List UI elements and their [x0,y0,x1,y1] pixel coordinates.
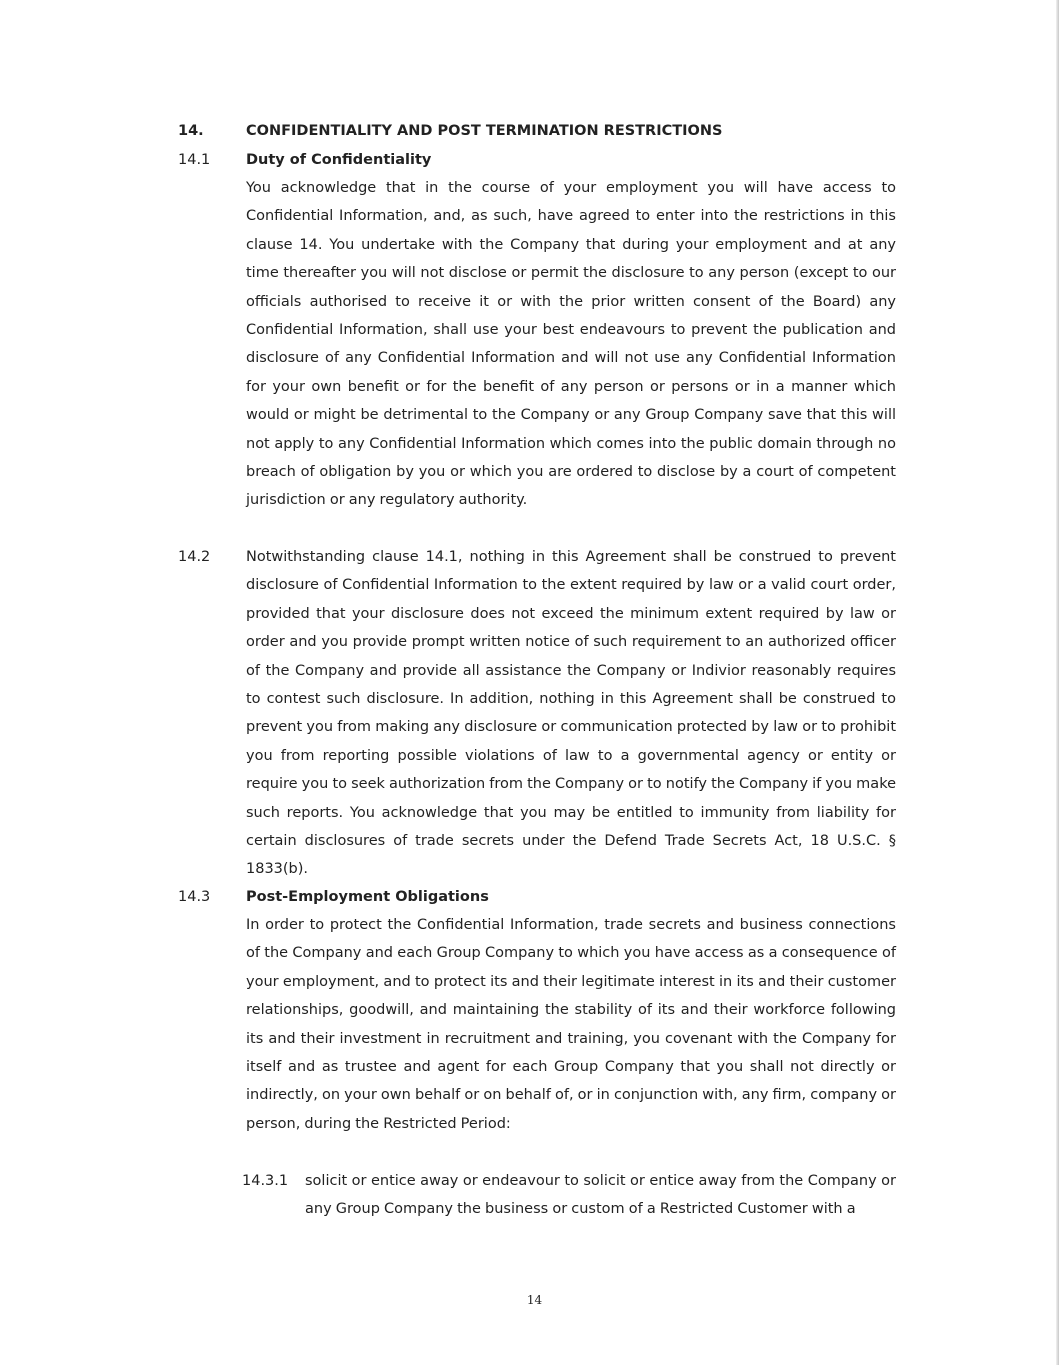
page-number: 14 [526,1293,543,1307]
clause-text-14-2: Notwithstanding clause 14.1, nothing in this Agreement shall be construed to prevent disclosure of Confidential Information to the extent required by law or a valid court order, provided that your disclosure does not exceed the minimum extent required by law or order and you provide prompt written notice of such requirement to an authorized officer of the Company and provide all assistance the Company or Indivior reasonably requires to contest such disclosure. In addition, nothing in this Agreement shall be construed to prevent you from making any disclosure or communication protected by law or to prohibit you from reporting possible violations of law to a governmental agency or entity or require you to seek authorization from the Company or to notify the Company if you make such reports. You acknowledge that you may be entitled to immunity from liability for certain disclosures of trade secrets under the Defend Trade Secrets Act, 18 U.S.C. § 1833(b). [246,549,896,878]
clause-heading-14-3: Post-Employment Obligations [246,889,489,905]
subclause-text: solicit or entice away or endeavour to solicit or entice away from the Company or any Group Company the business or custom of a Restricted Customer with a [305,1173,896,1218]
clause-text-14-1: You acknowledge that in the course of your employment you will have access to Confidential Information, and, as such, have agreed to enter into the restrictions in this clause 14. You undertake with the Company that during your employment and at any time thereafter you will not disclose or permit the disclosure to any person (except to our officials authorised to receive it or with the prior written consent of the Board) any Confidential Information, shall use your best endeavours to prevent the publication and disclosure of any Confidential Information and will not use any Confidential Information for your own benefit or for the benefit of any person or persons or in a manner which would or might be detrimental to the Company or any Group Company save that this will not apply to any Confidential Information which comes into the public domain through no breach of obligation by you or which you are ordered to disclose by a court of competent jurisdiction or any regulatory authority. [246,180,896,509]
clause-number-14-1: 14.1 [178,152,211,168]
clause-number-14-2: 14.2 [178,549,211,565]
clause-heading-14-1: Duty of Confidentiality [246,152,432,168]
section-title: CONFIDENTIALITY AND POST TERMINATION RESTRICTIONS [246,123,723,139]
subclause-number: 14.3.1 [242,1173,289,1189]
clause-number-14-3: 14.3 [178,889,211,905]
section-number: 14. [178,123,204,139]
clause-text-14-3: In order to protect the Confidential Information, trade secrets and business connections of the Company and each Group Company to which you have access as a consequence of your employment, and to protect its and their legitimate interest in its and their customer relationships, goodwill, and maintaining the stability of its and their workforce following its and their investment in recruitment and training, you covenant with the Company for itself and as trustee and agent for each Group Company that you shall not directly or indirectly, on your own behalf or on behalf of, or in conjunction with, any firm, company or person, during the Restricted Period: [246,917,896,1132]
